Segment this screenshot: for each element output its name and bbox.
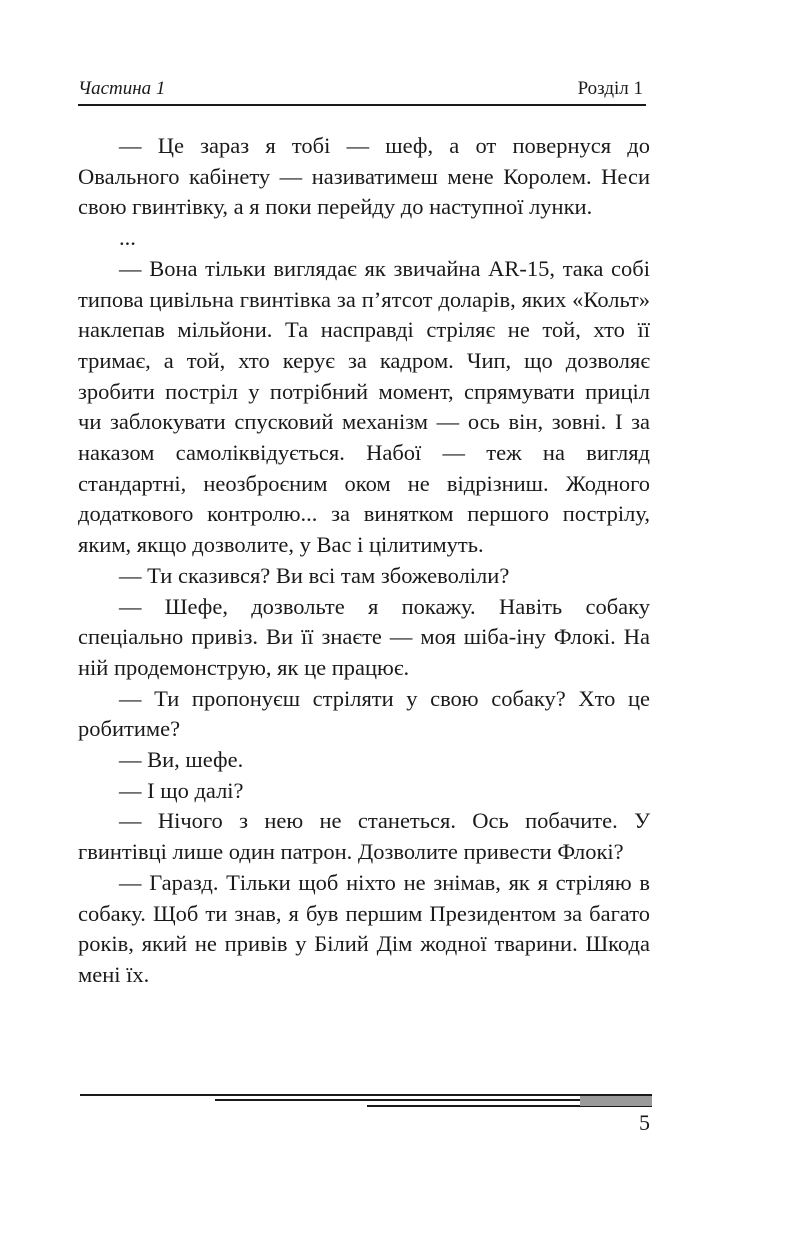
paragraph: — Ви, шефе. (119, 747, 244, 773)
page-number: 5 (639, 1110, 650, 1135)
paragraph: — Нічого з нею не станеться. Ось побачите. У гвинтівці лише один патрон. Дозволите привести Флокі? (78, 808, 650, 865)
header-rule (78, 104, 646, 106)
paragraph: ... (119, 225, 136, 251)
paragraph: — Гаразд. Тільки щоб ніхто не знімав, як я стріляю в собаку. Щоб ти знав, я був першим Президентом за багато років, який не привів у Білий Дім жодної тварини. Шкода мені їх. (78, 869, 650, 987)
paragraph: — Ти сказився? Ви всі там збожеволіли? (119, 562, 510, 588)
footer-rule-top (80, 1094, 652, 1096)
paragraph: — Це зараз я тобі — шеф, а от повернуся до Овального кабінету — називатимеш мене Королем. Неси свою гвинтівку, а я поки перейду до наступної лунки. (78, 133, 650, 220)
footer-gray-bar (580, 1096, 652, 1106)
running-header-chapter: Розділ 1 (577, 78, 643, 99)
paragraph: — Шефе, дозвольте я покажу. Навіть собаку спеціально привіз. Ви її знаєте — моя шіба-іну Флокі. На ній продемонструю, як це працює. (78, 593, 650, 680)
running-header-part: Частина 1 (78, 78, 166, 99)
body-text (78, 131, 650, 991)
paragraph: — Ти пропонуєш стріляти у свою собаку? Хто це робитиме? (78, 685, 650, 742)
paragraph: — Вона тільки виглядає як звичайна AR-15, така собі типова цивільна гвинтівка за п’ятсот доларів, яких «Кольт» наклепав мільйони. Та насправді стріляє не той, хто її тримає, а той, хто керує за кадром. Чип, що дозволяє зробити постріл у потрібний момент, спрямувати приціл чи заблокувати спусковий механізм — ось він, зовні. І за наказом самоліквідується. Набої — теж на вигляд стандартні, неозброєним оком не відрізниш. Жодного додаткового контролю... за винятком першого пострілу, яким, якщо дозволите, у Вас і цілитимуть. (78, 255, 650, 558)
paragraph: — І що далі? (119, 777, 244, 803)
